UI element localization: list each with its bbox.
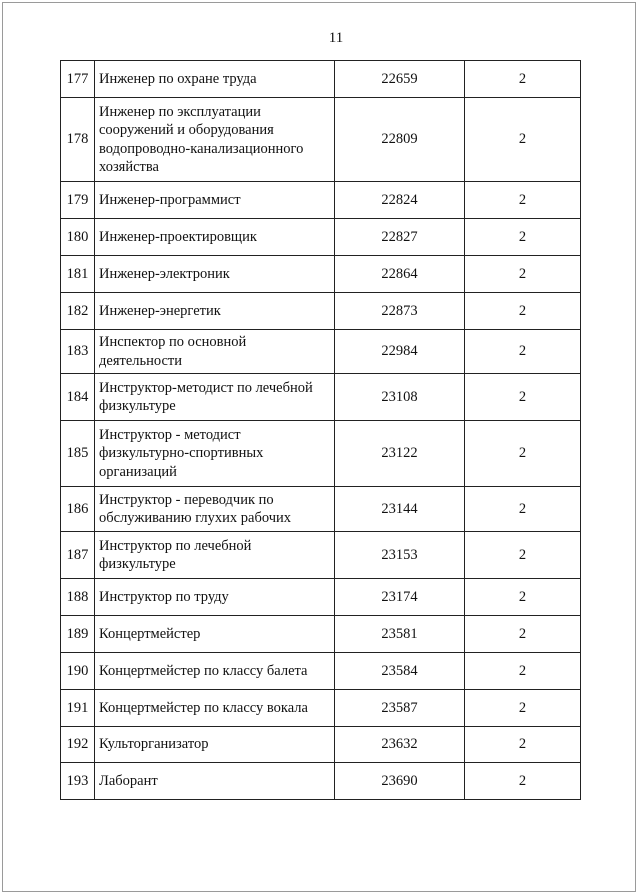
table-row <box>61 293 581 330</box>
qualification-category: 2 <box>465 219 581 256</box>
table-row <box>61 653 581 690</box>
table-row <box>61 374 581 421</box>
qualification-category: 2 <box>465 690 581 727</box>
profession-name: Инженер-программист <box>95 182 335 219</box>
row-number: 185 <box>61 421 95 487</box>
table-row <box>61 763 581 800</box>
table-row <box>61 727 581 763</box>
row-number: 186 <box>61 487 95 532</box>
row-number: 181 <box>61 256 95 293</box>
profession-code: 22827 <box>335 219 465 256</box>
qualification-category: 2 <box>465 374 581 421</box>
qualification-category: 2 <box>465 532 581 579</box>
table-row <box>61 487 581 532</box>
table-body <box>61 61 581 800</box>
table-row <box>61 532 581 579</box>
row-number: 189 <box>61 616 95 653</box>
table-row <box>61 421 581 487</box>
row-number: 184 <box>61 374 95 421</box>
profession-name: Инженер по эксплуатации сооружений и оборудования водопроводно-канализационного хозяйства <box>95 98 335 182</box>
row-number: 177 <box>61 61 95 98</box>
profession-code: 23632 <box>335 727 465 763</box>
profession-name: Культорганизатор <box>95 727 335 763</box>
profession-code: 22659 <box>335 61 465 98</box>
profession-name: Инструктор - методист физкультурно-спортивных организаций <box>95 421 335 487</box>
table-row <box>61 182 581 219</box>
profession-name: Инструктор - переводчик по обслуживанию глухих рабочих <box>95 487 335 532</box>
qualification-category: 2 <box>465 98 581 182</box>
profession-name: Инструктор по лечебной физкультуре <box>95 532 335 579</box>
page-number: 11 <box>328 30 344 46</box>
row-number: 180 <box>61 219 95 256</box>
profession-code: 22809 <box>335 98 465 182</box>
qualification-category: 2 <box>465 256 581 293</box>
profession-code: 23122 <box>335 421 465 487</box>
row-number: 187 <box>61 532 95 579</box>
table-row <box>61 98 581 182</box>
qualification-category: 2 <box>465 330 581 374</box>
qualification-category: 2 <box>465 61 581 98</box>
profession-name: Лаборант <box>95 763 335 800</box>
row-number: 193 <box>61 763 95 800</box>
profession-name: Инженер-проектировщик <box>95 219 335 256</box>
row-number: 182 <box>61 293 95 330</box>
qualification-category: 2 <box>465 616 581 653</box>
profession-code: 23144 <box>335 487 465 532</box>
profession-code: 23690 <box>335 763 465 800</box>
row-number: 179 <box>61 182 95 219</box>
table-row <box>61 61 581 98</box>
profession-code: 23584 <box>335 653 465 690</box>
qualification-category: 2 <box>465 293 581 330</box>
profession-code: 22864 <box>335 256 465 293</box>
profession-name: Инженер-электроник <box>95 256 335 293</box>
qualification-category: 2 <box>465 579 581 616</box>
row-number: 190 <box>61 653 95 690</box>
profession-name: Инспектор по основной деятельности <box>95 330 335 374</box>
profession-name: Инженер-энергетик <box>95 293 335 330</box>
row-number: 183 <box>61 330 95 374</box>
table-row <box>61 616 581 653</box>
profession-code: 23108 <box>335 374 465 421</box>
row-number: 188 <box>61 579 95 616</box>
profession-name: Инструктор по труду <box>95 579 335 616</box>
profession-code: 22824 <box>335 182 465 219</box>
qualification-category: 2 <box>465 421 581 487</box>
qualification-category: 2 <box>465 182 581 219</box>
qualification-category: 2 <box>465 653 581 690</box>
profession-name: Инженер по охране труда <box>95 61 335 98</box>
profession-code: 23581 <box>335 616 465 653</box>
profession-name: Концертмейстер по классу балета <box>95 653 335 690</box>
row-number: 178 <box>61 98 95 182</box>
table-row <box>61 219 581 256</box>
profession-name: Концертмейстер <box>95 616 335 653</box>
profession-code: 23587 <box>335 690 465 727</box>
table-row <box>61 690 581 727</box>
profession-code: 22984 <box>335 330 465 374</box>
profession-name: Концертмейстер по классу вокала <box>95 690 335 727</box>
profession-code: 23174 <box>335 579 465 616</box>
qualification-category: 2 <box>465 487 581 532</box>
qualification-category: 2 <box>465 763 581 800</box>
table-row <box>61 256 581 293</box>
profession-code: 23153 <box>335 532 465 579</box>
row-number: 191 <box>61 690 95 727</box>
qualification-category: 2 <box>465 727 581 763</box>
table-row <box>61 579 581 616</box>
profession-name: Инструктор-методист по лечебной физкультуре <box>95 374 335 421</box>
table-row <box>61 330 581 374</box>
professions-table <box>60 60 581 800</box>
profession-code: 22873 <box>335 293 465 330</box>
row-number: 192 <box>61 727 95 763</box>
